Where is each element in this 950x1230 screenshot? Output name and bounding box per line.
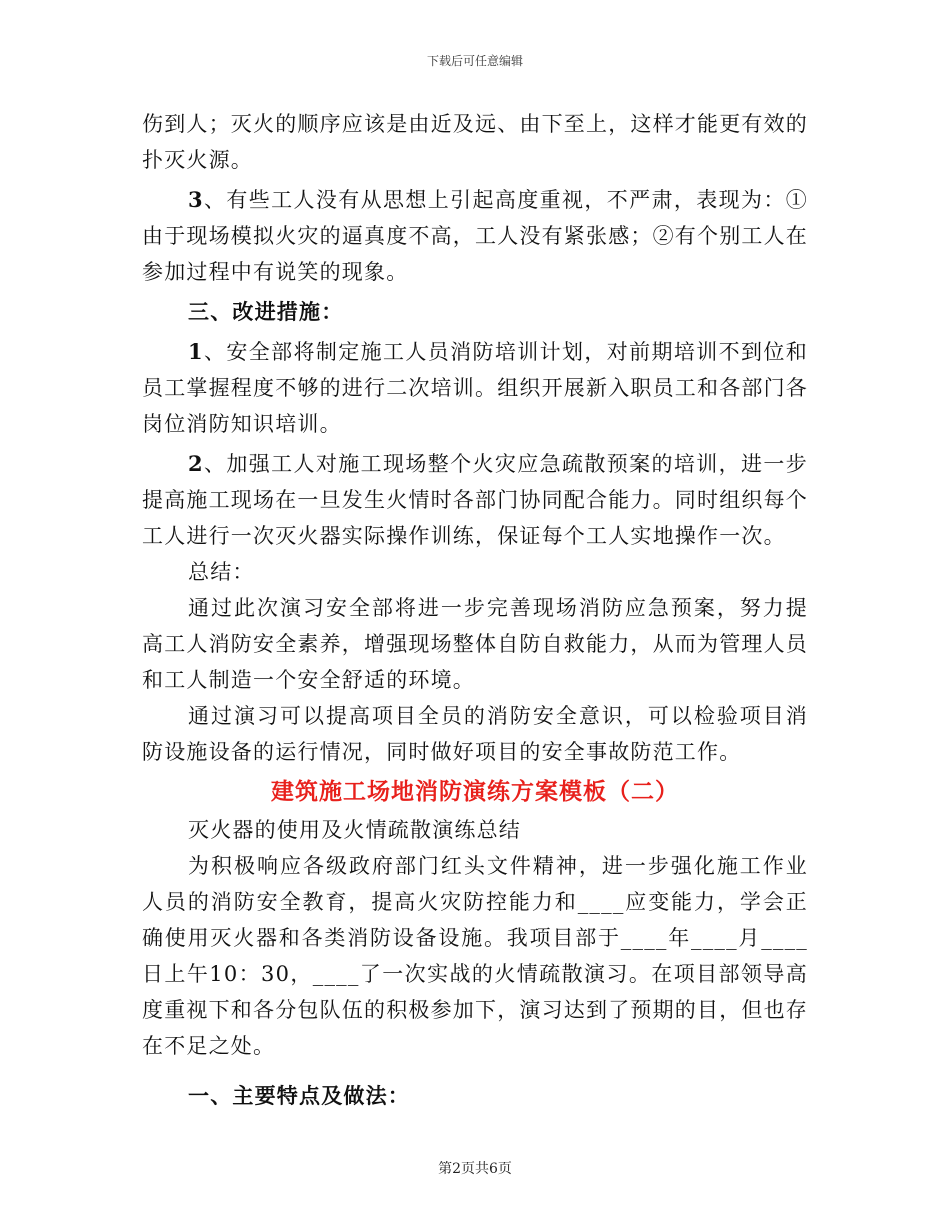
paragraph-summary-2: 通过演习可以提高项目全员的消防安全意识，可以检验项目消防设施设备的运行情况，同时做好项目的安全事故防范工作。 (142, 704, 808, 764)
page-header: 下载后可任意编辑 (426, 54, 523, 68)
paragraph-improve-2 (142, 446, 808, 554)
paragraph-text: 、有些工人没有从思想上引起高度重视，不严肃，表现为：①由于现场模拟火灾的逼真度不高，工人没有紧张感；②有个别工人在参加过程中有说笑的现象。 (142, 188, 808, 284)
heading-main-features: 一、主要特点及做法： (188, 1083, 410, 1108)
paragraph-text: 、安全部将制定施工人员消防培训计划，对前期培训不到位和员工掌握程度不够的进行二次培训。组织开展新入职员工和各部门各岗位消防知识培训。 (142, 340, 808, 436)
paragraph-3 (142, 182, 808, 290)
item-number: 2 (188, 451, 204, 476)
document-body (142, 106, 808, 1114)
summary-label: 总结： (188, 560, 255, 584)
page-footer: 第2页共6页 (438, 1161, 512, 1177)
heading-improvement: 三、改进措施： (188, 299, 344, 324)
section-title: 建筑施工场地消防演练方案模板（二） (271, 779, 679, 805)
paragraph-improve-1 (142, 334, 808, 442)
paragraph-text: 、加强工人对施工现场整个火灾应急疏散预案的培训，进一步提高施工现场在一旦发生火情时各部门协同配合能力。同时组织每个工人进行一次灭火器实际操作训练，保证每个工人实地操作一次。 (142, 452, 808, 548)
subtitle: 灭火器的使用及火情疏散演练总结 (188, 818, 521, 842)
item-number: 1 (188, 339, 204, 364)
item-number: 3 (188, 187, 204, 212)
paragraph-summary-1: 通过此次演习安全部将进一步完善现场消防应急预案，努力提高工人消防安全素养，增强现场整体自防自救能力，从而为管理人员和工人制造一个安全舒适的环境。 (142, 596, 808, 692)
paragraph: 伤到人；灭火的顺序应该是由近及远、由下至上，这样才能更有效的扑灭火源。 (142, 112, 808, 172)
paragraph-intro: 为积极响应各级政府部门红头文件精神，进一步强化施工作业人员的消防安全教育，提高火灾防控能力和____应变能力，学会正确使用灭火器和各类消防设备设施。我项目部于____年____月____日上午10：30，____了一次实战的火情疏散演习。在项目部领导高度重视下和各分包队伍的积极参加下，演习达到了预期的目，但也存在不足之处。 (142, 854, 808, 1058)
